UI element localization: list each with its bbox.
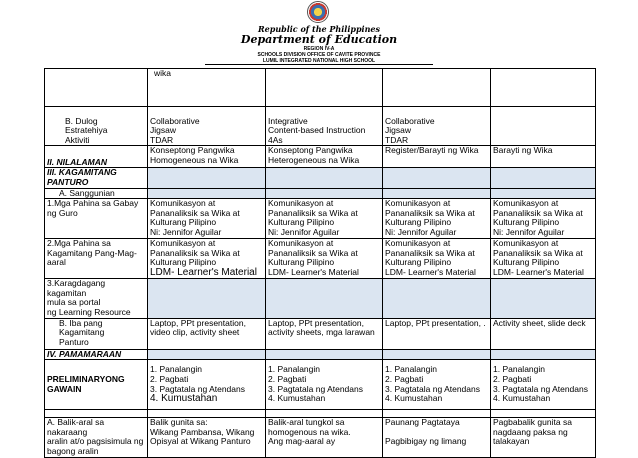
- table-row: [45, 107, 596, 146]
- preliminaryong-cell: 1. Panalangin 2. Pagbati 3. Pagtatala ng Atendans 4. Kumustahan: [491, 360, 596, 410]
- gabay-cell: Komunikasyon at Pananaliksik sa Wika at Kulturang Pilipino Ni: Jennifor Aguilar: [266, 199, 383, 239]
- cell-blank: [45, 69, 148, 107]
- table-row: [45, 318, 596, 349]
- preliminaryong-label: PRELIMINARYONG GAWAIN: [45, 360, 148, 410]
- lesson-plan-table: [44, 68, 596, 458]
- pamamaraan-label: IV. PAMAMARAAN: [45, 349, 148, 360]
- division-line: SCHOOLS DIVISION OFFICE OF CAVITE PROVINCE: [257, 52, 381, 58]
- table-row: [45, 349, 596, 360]
- balik-cell: Balik-aral tungkol sa homogenous na wika. Ang mag-aaral ay: [266, 418, 383, 457]
- kagamitang-pang-cell: Komunikasyon at Pananaliksik sa Wika at Kulturang Pilipino LDM- Learner's Material: [148, 239, 266, 279]
- table-row: [45, 69, 596, 107]
- gabay-cell: Komunikasyon at Pananaliksik sa Wika at Kulturang Pilipino Ni: Jennifor Aguilar: [383, 199, 491, 239]
- nilalaman-label: II. NILALAMAN: [45, 146, 148, 168]
- kagamitang-pang-cell: Komunikasyon at Pananaliksik sa Wika at Kulturang Pilipino LDM- Learner's Material: [383, 239, 491, 279]
- dulog-cell: [491, 107, 596, 146]
- table-row: [45, 279, 596, 318]
- school-line: LUMIL INTEGRATED NATIONAL HIGH SCHOOL: [262, 58, 376, 64]
- nilalaman-cell: Konseptong Pangwika Homogeneous na Wika: [148, 146, 266, 168]
- table-row: [45, 199, 596, 239]
- nilalaman-cell: Register/Barayti ng Wika: [383, 146, 491, 168]
- dulog-label: B. Dulog Estratehiya Aktiviti: [45, 107, 148, 146]
- table-row: [45, 418, 596, 457]
- balik-cell: Paunang Pagtataya Pagbibigay ng limang: [383, 418, 491, 457]
- balik-cell: Pagbabalik gunita sa nagdaang paksa ng talakayan: [491, 418, 596, 457]
- balik-cell: Balik gunita sa: Wikang Pambansa, Wikang Opisyal at Wikang Panturo: [148, 418, 266, 457]
- kagamitang-label: III. KAGAMITANG PANTURO: [45, 168, 148, 188]
- kagamitang-pang-cell: Komunikasyon at Pananaliksik sa Wika at Kulturang Pilipino LDM- Learner's Material: [266, 239, 383, 279]
- iba-cell: Laptop, PPt presentation, activity sheets, mga larawan: [266, 318, 383, 349]
- header-divider: [205, 64, 433, 65]
- nilalaman-cell: Barayti ng Wika: [491, 146, 596, 168]
- table-row: [45, 239, 596, 279]
- iba-cell: Laptop, PPt presentation, video clip, activity sheet: [148, 318, 266, 349]
- nilalaman-cell: Konseptong Pangwika Heterogeneous na Wika: [266, 146, 383, 168]
- preliminaryong-cell: 1. Panalangin 2. Pagbati 3. Pagtatala ng Atendans 4. Kumustahan: [266, 360, 383, 410]
- dulog-cell: Integrative Content-based Instruction 4As: [266, 107, 383, 146]
- kagamitang-pang-cell: Komunikasyon at Pananaliksik sa Wika at Kulturang Pilipino LDM- Learner's Material: [491, 239, 596, 279]
- balik-label: A. Balik-aral sa nakaraang aralin at/o pagsisimula ng bagong aralin: [45, 418, 148, 457]
- dulog-cell: Collaborative Jigsaw TDAR: [383, 107, 491, 146]
- preliminaryong-cell: 1. Panalangin 2. Pagbati 3. Pagtatala ng Atendans 4. Kumustahan: [148, 360, 266, 410]
- gabay-cell: Komunikasyon at Pananaliksik sa Wika at Kulturang Pilipino Ni: Jennifor Aguilar: [491, 199, 596, 239]
- iba-label: B. Iba pang Kagamitang Panturo: [45, 318, 148, 349]
- dulog-cell: Collaborative Jigsaw TDAR: [148, 107, 266, 146]
- table-row: [45, 188, 596, 199]
- table-row: [45, 360, 596, 410]
- region-line: REGION IV-A: [303, 46, 335, 52]
- table-row: [45, 168, 596, 188]
- cell-wika: wika: [148, 69, 266, 107]
- iba-cell: Activity sheet, slide deck: [491, 318, 596, 349]
- karagdagang-label: 3.Karagdagang kagamitan mula sa portal ng Learning Resource: [45, 279, 148, 318]
- republic-title: Republic of the Philippines: [257, 24, 380, 34]
- department-title: Department of Education: [240, 33, 398, 46]
- table-row: [45, 146, 596, 168]
- document-header: [0, 0, 638, 64]
- deped-seal-icon: [307, 1, 329, 23]
- kagamitang-pang-label: 2.Mga Pahina sa Kagamitang Pang-Mag- aaral: [45, 239, 148, 279]
- iba-cell: Laptop, PPt presentation, .: [383, 318, 491, 349]
- sanggunian-label: A. Sanggunian: [45, 188, 148, 199]
- preliminaryong-cell: 1. Panalangin 2. Pagbati 3. Pagtatala ng Atendans 4. Kumustahan: [383, 360, 491, 410]
- table-row: [45, 410, 596, 418]
- gabay-cell: Komunikasyon at Pananaliksik sa Wika at Kulturang Pilipino Ni: Jennifor Aguilar: [148, 199, 266, 239]
- gabay-label: 1.Mga Pahina sa Gabay ng Guro: [45, 199, 148, 239]
